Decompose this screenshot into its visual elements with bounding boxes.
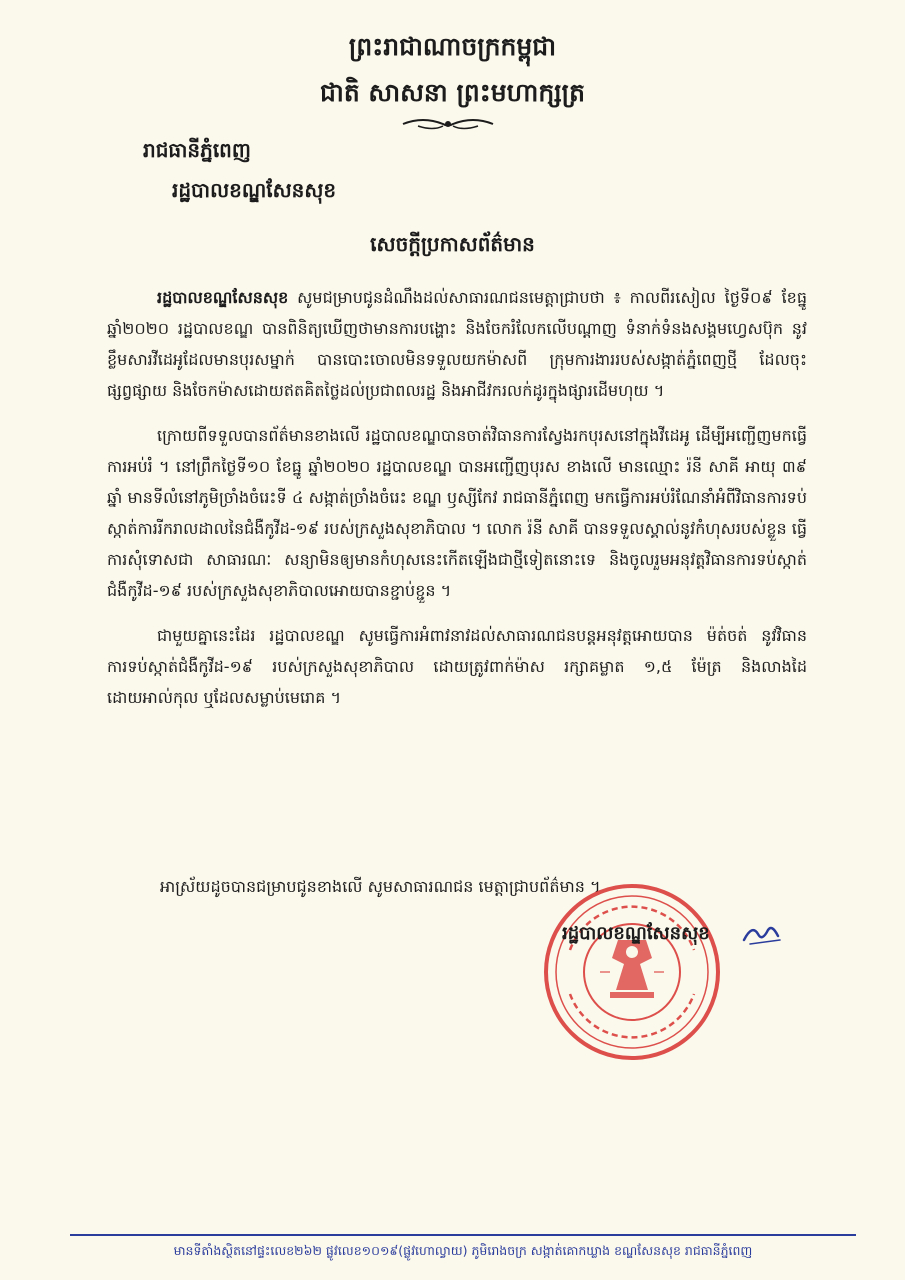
paragraph-1-lead: រដ្ឋបាលខណ្ឌសែនសុខ	[157, 288, 289, 307]
document-title: សេចក្តីប្រកាសព័ត៌មាន	[370, 232, 535, 256]
paragraph-1-text: សូមជម្រាបជូនដំណឹងដល់សាធារណជនមេត្តាជ្រាបថា ៖ កាលពីរសៀល ថ្ងៃទី០៩ ខែធ្នូ ឆ្នាំ២០២០ រដ្ឋបាលខណ្ឌ បានពិនិត្យឃើញថាមានការបង្ហោះ និងចែករំលែកលើបណ្តាញ ទំនាក់ទំនងសង្គមហ្វេសប៊ុក នូវខ្លឹមសារវីដេអូដែលមានបុរសម្នាក់ បានបោះចោលមិនទទួលយកម៉ាសពី ក្រុមការងាររបស់សង្កាត់ភ្នំពេញថ្មី ដែលចុះផ្សព្វផ្សាយ និងចែកម៉ាសដោយឥតគិតថ្លៃដល់ប្រជាពលរដ្ឋ និងអាជីវករលក់ដូរក្នុងផ្សារដើមហុយ ។	[107, 288, 807, 400]
closing-line: អាស្រ័យដូចបានជម្រាបជូនខាងលើ សូមសាធារណជន មេត្តាជ្រាបព័ត៌មាន ។	[160, 877, 601, 896]
kingdom-heading: ព្រះរាជាណាចក្រកម្ពុជា	[348, 32, 557, 61]
paragraph-2: ក្រោយពីទទួលបានព័ត៌មានខាងលើ រដ្ឋបាលខណ្ឌបានចាត់វិធានការស្វែងរកបុរសនៅក្នុងវីដេអូ ដើម្បីអញ្ជើញមកធ្វើការអប់រំ ។ នៅព្រឹកថ្ងៃទី១០ ខែធ្នូ ឆ្នាំ២០២០ រដ្ឋបាលខណ្ឌ បានអញ្ជើញបុរស ខាងលើ មានឈ្មោះ រ៉នី សាគី អាយុ ៣៩ ឆ្នាំ មានទីលំនៅភូមិច្រាំងចំរេះទី ៤ សង្កាត់ច្រាំងចំរេះ ខណ្ឌ ឫស្សីកែវ រាជធានីភ្នំពេញ មកធ្វើការអប់រំណែនាំអំពីវិធានការទប់ស្កាត់ការរីករាលដាលនៃជំងឺកូវីដ-១៩ របស់ក្រសួងសុខាភិបាល ។ លោក រ៉នី សាគី បានទទួលស្គាល់នូវកំហុសរបស់ខ្លួន ធ្វើការសុំទោសជា សាធារណៈ សន្យាមិនឲ្យមានកំហុសនេះកើតឡើងជាថ្មីទៀតនោះទេ និងចូលរួមអនុវត្តវិធានការទប់ស្កាត់ ជំងឺកូវីដ-១៩ របស់ក្រសួងសុខាភិបាលអោយបានខ្ជាប់ខ្ជួន ។	[107, 426, 807, 600]
paragraph-1	[107, 282, 807, 406]
official-stamp-icon	[540, 880, 725, 1065]
motto-ornament-icon	[398, 114, 498, 134]
signature-icon	[740, 918, 784, 948]
issuer-city: រាជធានីភ្នំពេញ	[143, 138, 251, 162]
footer-divider	[70, 1234, 856, 1236]
footer-address: មានទីតាំងស្ថិតនៅផ្ទះលេខ២៦២ ផ្លូវលេខ១០១៩(ផ្លូវហោល្វាយ) ភូមិរោងចក្រ សង្កាត់គោកឃ្លាង ខណ្ឌសែនសុខ រាជធានីភ្នំពេញ	[173, 1243, 753, 1258]
announcement-body	[107, 282, 807, 727]
issuer-district: រដ្ឋបាលខណ្ឌសែនសុខ	[172, 178, 337, 202]
paragraph-3: ជាមួយគ្នានេះដែរ រដ្ឋបាលខណ្ឌ សូមធ្វើការអំពាវនាវដល់សាធារណជនបន្តអនុវត្តអោយបាន ម៉ត់ចត់ នូវវិធានការទប់ស្កាត់ជំងឺកូវីដ-១៩ របស់ក្រសួងសុខាភិបាល ដោយត្រូវពាក់ម៉ាស រក្សាគម្លាត ១,៥ ម៉ែត្រ និងលាងដៃដោយអាល់កុល ឬដែលសម្លាប់មេរោគ ។	[107, 626, 807, 707]
national-motto: ជាតិ សាសនា ព្រះមហាក្សត្រ	[320, 78, 585, 107]
signatory-title: រដ្ឋបាលខណ្ឌសែនសុខ	[562, 923, 710, 944]
